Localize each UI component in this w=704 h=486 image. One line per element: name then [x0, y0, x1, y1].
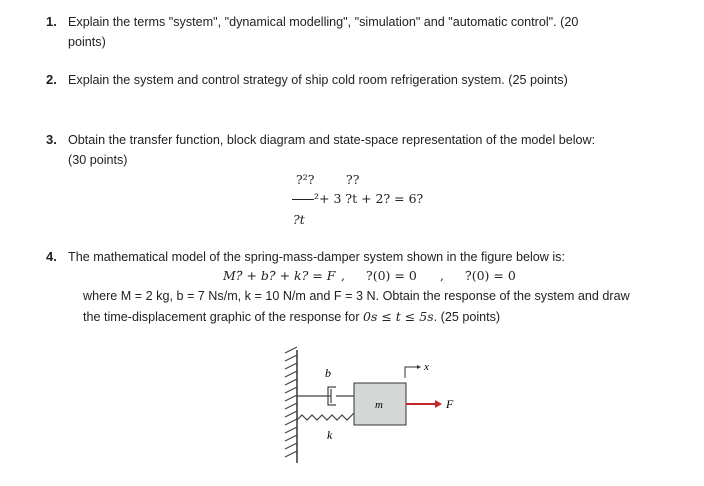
- spring-mass-damper-figure: [280, 345, 460, 475]
- q4-time-range: 0s ≤ t ≤ 5s: [363, 309, 434, 324]
- q1-number: 1.: [46, 14, 57, 29]
- q4-model-equation: M?̈ + b?̇ + k? = F: [223, 268, 336, 283]
- q4-last-line: [83, 309, 500, 324]
- q3-text-line2: (30 points): [68, 153, 128, 167]
- q3-number: 3.: [46, 132, 57, 147]
- spring: [297, 413, 354, 420]
- displacement-arrow: [405, 367, 417, 378]
- damper-label: b: [325, 366, 331, 380]
- q2-number: 2.: [46, 72, 57, 87]
- q1-text-line2: points): [68, 35, 106, 49]
- q3-text-line1: Obtain the transfer function, block diagram and state-space representation of the model below:: [68, 133, 596, 147]
- q4-sep1: ,: [341, 268, 345, 283]
- q4-text-line1: The mathematical model of the spring-mass-damper system shown in the figure below is:: [68, 250, 565, 264]
- q4-sep2: ,: [440, 268, 444, 283]
- q3-eq-main: ²+ 3 ?t + 2? = 6?: [314, 191, 424, 206]
- q4-initial-condition-2: ?̇(0) = 0: [465, 268, 516, 283]
- force-label: F: [446, 397, 454, 411]
- fraction-bar: [292, 199, 314, 200]
- spring-label: k: [327, 428, 333, 442]
- displacement-arrowhead: [417, 365, 421, 369]
- q4-initial-condition-1: ?(0) = 0: [366, 268, 417, 283]
- displacement-label: x: [424, 361, 429, 373]
- q4-last-prefix: the time-displacement graphic of the response for: [83, 310, 364, 324]
- q1-text-line1: Explain the terms "system", "dynamical modelling", "simulation" and "automatic control". (20: [68, 15, 579, 29]
- q3-eq-numerator-2: ??: [346, 172, 360, 187]
- mass-label: m: [375, 399, 383, 411]
- force-arrowhead: [435, 400, 442, 408]
- q4-where-line: where M = 2 kg, b = 7 Ns/m, k = 10 N/m and F = 3 N. Obtain the response of the system and draw: [83, 289, 630, 303]
- q4-last-suffix: . (25 points): [433, 310, 501, 324]
- damper: [297, 387, 354, 405]
- q3-eq-numerator: ?²?: [296, 172, 315, 187]
- q4-number: 4.: [46, 249, 57, 264]
- q3-eq-denominator: ?t: [293, 212, 305, 227]
- wall-hatch: [285, 347, 297, 463]
- q2-text: Explain the system and control strategy of ship cold room refrigeration system. (25 points): [68, 73, 568, 87]
